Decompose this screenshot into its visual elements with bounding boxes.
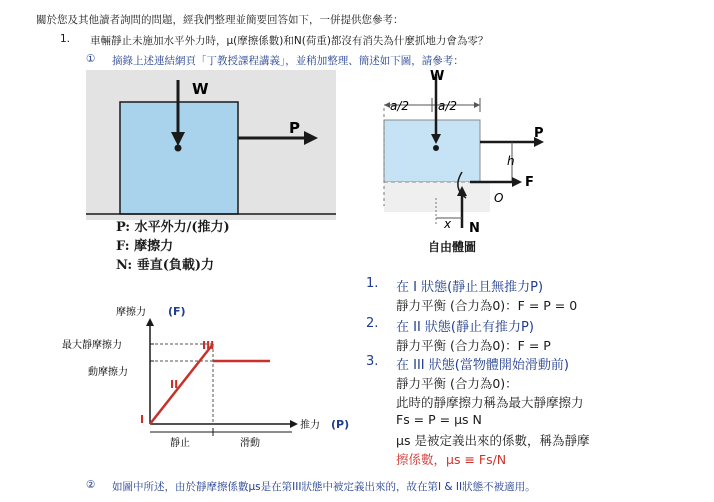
block-figure [86,70,336,220]
fbd-dim-arrowhead-right [474,102,480,108]
graph-y-arrowhead [146,318,154,326]
graph-xlabel: 推力 [300,420,320,431]
fbd-block [384,120,480,182]
state-2-line: 靜力平衡 (合力為0)：F = P [396,338,551,353]
fbd-center-dot [433,145,439,151]
fbd-push-label: P [534,126,544,141]
static-friction-line [150,344,213,424]
sliding-span-label: 滑動 [240,438,260,449]
graph-ylabel-sym: (F) [168,305,186,318]
state-3-line-4: μs 是被定義出來的係數，稱為靜摩 [396,433,590,448]
state-3-line-1: 靜力平衡 (合力為0)： [396,376,518,391]
fbd-ground-region [384,182,490,212]
state-3-line-3: Fs = P = μs N [396,412,482,427]
weight-label: W [192,80,209,98]
friction-graph [60,300,360,450]
fbd-h-label: h [507,154,515,168]
state-1-title: 在 I 狀態(靜止且無推力P) [396,280,544,295]
note2-marker: ② [86,479,96,491]
fbd-x-label: x [444,217,452,231]
fbd-normal-label: N [469,221,480,236]
fbd-friction-arrowhead [512,177,522,187]
max-static-label: 最大靜摩擦力 [62,340,122,351]
legend-normal: N: 垂直(負載)力 [116,258,215,273]
note1-marker: ① [86,53,96,65]
state-2-title: 在 II 狀態(靜止有推力P) [396,320,534,335]
push-arrow-head [304,131,318,145]
state-1-line: 靜力平衡 (合力為0)：F = P = 0 [396,298,578,313]
graph-ylabel: 摩擦力 [116,307,146,318]
fbd-weight-label: W [430,69,445,84]
region-i-label: I [140,413,145,426]
state-1-number: 1. [366,276,379,291]
graph-xlabel-sym: (P) [331,418,350,431]
push-label: P [289,119,300,137]
static-span-label: 靜止 [170,438,190,449]
state-3-title: 在 III 狀態(當物體開始滑動前) [396,358,569,373]
state-3-line-5: 擦係數，μs ≡ Fs/N [396,452,507,467]
question-text: 車輛靜止未施加水平外力時，μ(摩擦係數)和N(荷重)都沒有消失為什麼抓地力會為零？ [90,35,489,47]
state-3-line-2: 此時的靜摩擦力稱為最大靜摩擦力 [396,395,584,410]
state-3-number: 3. [366,354,379,369]
fbd-caption: 自由體圖 [428,240,477,254]
graph-x-arrowhead [290,420,298,428]
legend-push: P: 水平外力/(推力) [116,220,230,235]
fbd-a-half-left: a/2 [390,99,410,113]
region-iii-label: III [202,339,215,352]
legend-friction: F: 摩擦力 [116,239,174,254]
question-number: 1. [60,33,71,45]
fbd-friction-label: F [525,175,534,190]
note2-text: 如圖中所述，由於靜摩擦係數μs是在第III狀態中被定義出來的，故在第I & II狀態不被適用。 [112,481,536,493]
region-ii-label: II [170,378,179,391]
fbd-a-half-right: a/2 [438,99,458,113]
kinetic-label: 動摩擦力 [88,367,128,378]
free-body-diagram [370,68,560,236]
center-of-mass-dot [175,145,182,152]
note1-text: 摘錄上述連結網頁「丁教授課程講義」，並稍加整理、簡述如下圖，請參考： [112,55,464,67]
fbd-origin-label: O [494,191,504,205]
intro-text: 關於您及其他讀者詢問的問題，經我們整理並簡要回答如下，一併提供您參考： [36,14,404,26]
state-2-number: 2. [366,316,379,331]
